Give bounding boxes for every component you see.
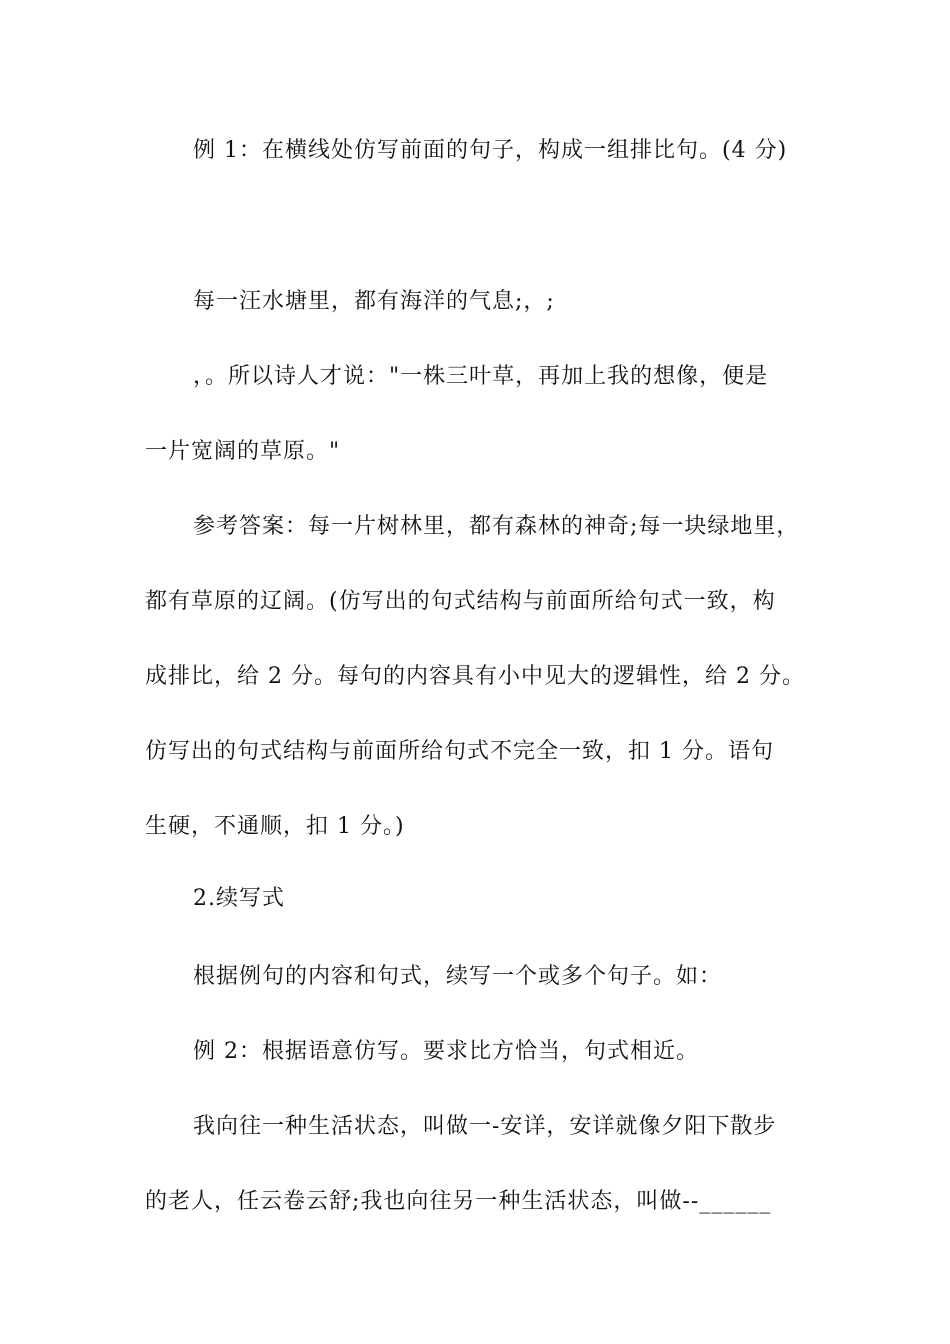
example-1-heading: 例 1：在横线处仿写前面的句子，构成一组排比句。(4 分) xyxy=(193,138,788,163)
answer-line-1: 参考答案：每一片树林里，都有森林的神奇;每一块绿地里， xyxy=(193,514,800,539)
example-2-text-line-2: 的老人，任云卷云舒;我也向往另一种生活状态，叫做--______ xyxy=(145,1189,772,1214)
example-1-prompt-line-3: 一片宽阔的草原。" xyxy=(145,439,341,464)
example-2-text-line-1: 我向往一种生活状态，叫做一-安详，安详就像夕阳下散步 xyxy=(193,1114,777,1139)
answer-line-4: 仿写出的句式结构与前面所给句式不完全一致，扣 1 分。语句 xyxy=(145,739,774,764)
answer-line-5: 生硬，不通顺，扣 1 分。) xyxy=(145,814,405,839)
section-heading-continuation: 2.续写式 xyxy=(193,886,285,911)
answer-line-3: 成排比，给 2 分。每句的内容具有小中见大的逻辑性，给 2 分。 xyxy=(145,664,805,689)
continuation-description: 根据例句的内容和句式，续写一个或多个句子。如： xyxy=(193,964,723,989)
example-1-prompt-line-2: ，。所以诗人才说："一株三叶草，再加上我的想像，便是 xyxy=(193,364,769,389)
example-2-heading: 例 2：根据语意仿写。要求比方恰当，句式相近。 xyxy=(193,1039,699,1064)
example-1-prompt-line-1: 每一汪水塘里，都有海洋的气息;，; xyxy=(193,289,555,314)
answer-line-2: 都有草原的辽阔。(仿写出的句式结构与前面所给句式一致，构 xyxy=(145,589,776,614)
